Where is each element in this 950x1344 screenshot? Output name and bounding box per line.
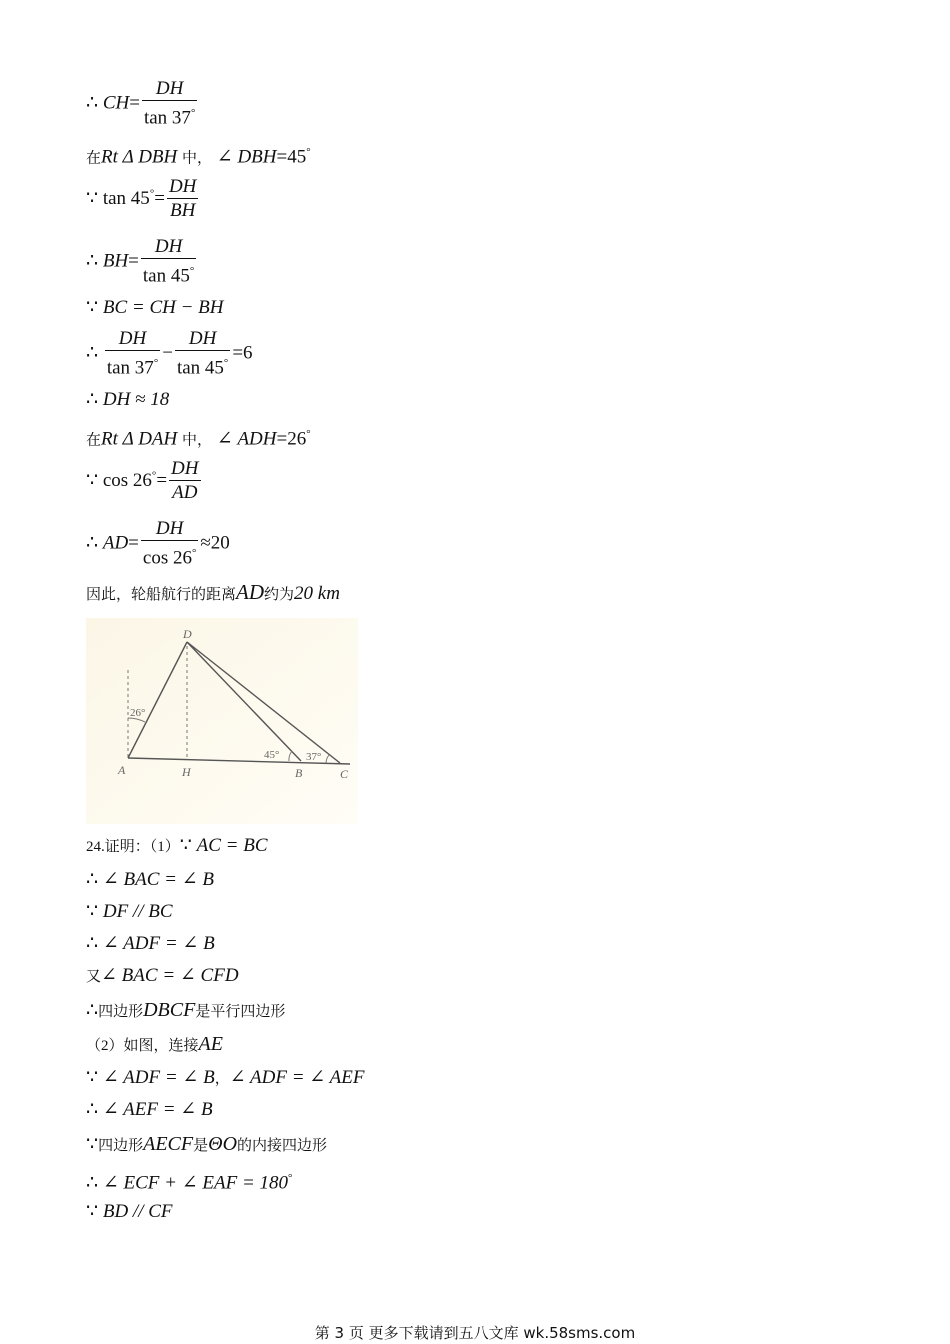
- proof-line-10: ∵四边形AECF是ΘO的内接四边形: [86, 1133, 328, 1155]
- label-b: B: [295, 766, 303, 780]
- label-a: A: [118, 763, 126, 777]
- eq-ad: ∴ AD= $\frac{DH}{\cos 26^\circ}$ ≈20: [86, 518, 230, 569]
- eq-bh: ∴ BH= $\frac{DH}{\tan 45^\circ}$: [86, 236, 195, 287]
- proof-line-6: ∴四边形DBCF是平行四边形: [86, 999, 286, 1021]
- angle-label-45: 45°: [264, 749, 280, 761]
- rt-triangle-dah: 在Rt Δ DAH 中， ∠ ADH=26°: [86, 428, 311, 450]
- proof-line-3: ∵ DF // BC: [86, 901, 173, 922]
- conclusion: 因此，轮船航行的距离AD约为20 km: [86, 580, 340, 604]
- proof-line-12: ∵ BD // CF: [86, 1201, 173, 1222]
- proof-part-2: （2）如图，连接AE: [86, 1033, 223, 1055]
- eq-diff: ∴ $\frac{DH}{\tan 37^\circ}$ − $\frac{DH}{\tan 45^\circ}$ =6: [86, 328, 253, 379]
- triangle-figure: [86, 618, 358, 824]
- proof-line-9: ∴ ∠ AEF = ∠ B: [86, 1099, 213, 1120]
- proof-line-2: ∴ ∠ BAC = ∠ B: [86, 869, 214, 890]
- proof-line-8: ∵ ∠ ADF = ∠ B，∠ ADF = ∠ AEF: [86, 1067, 365, 1088]
- proof-line-5: 又∠ BAC = ∠ CFD: [86, 965, 239, 986]
- proof-24-start: 24.证明：（1）∵ AC = BC: [86, 835, 268, 856]
- eq-dh: ∴ DH ≈ 18: [86, 389, 170, 410]
- figure-background: [86, 618, 358, 824]
- rt-triangle-dbh: 在Rt Δ DBH 中， ∠ DBH=45°: [86, 146, 311, 168]
- angle-label-26: 26°: [130, 707, 146, 719]
- label-h: H: [182, 765, 191, 779]
- eq-ch: ∴ CH= $\frac{DH}{\tan 37^\circ}$: [86, 78, 196, 129]
- label-c: C: [340, 767, 349, 781]
- eq-bc: ∵ BC = CH − BH: [86, 297, 224, 318]
- page-footer: 第 3 页 更多下载请到五八文库 wk.58sms.com: [314, 1324, 636, 1342]
- eq-tan45: ∵ tan 45°= $\frac{DH}{BH}$: [86, 176, 197, 221]
- label-d: D: [183, 627, 192, 641]
- proof-line-11: ∴ ∠ ECF + ∠ EAF = 180°: [86, 1172, 293, 1194]
- proof-line-4: ∴ ∠ ADF = ∠ B: [86, 933, 215, 954]
- eq-cos26: ∵ cos 26°= $\frac{DH}{AD}$: [86, 458, 199, 503]
- angle-label-37: 37°: [306, 751, 322, 763]
